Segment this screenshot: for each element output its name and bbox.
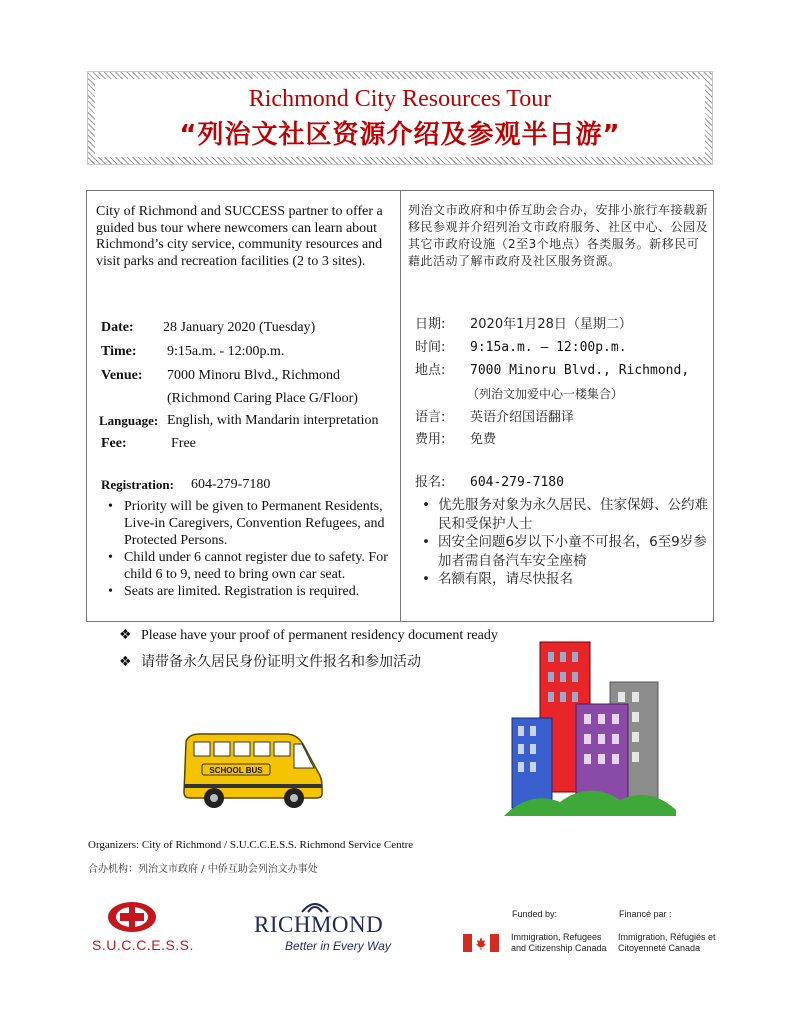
note-child-age: • Child under 6 cannot register due to safety. For child 6 to 9, need to bring own car seat. (98, 549, 398, 583)
intro-english: City of Richmond and SUCCESS partner to offer a guided bus tour where newcomers can learn about Richmond’s city service, community resources and visit parks and recreation facilities (2 to 3 sites). (96, 204, 383, 269)
note-seats-zh: • 名额有限，请尽快报名 (412, 570, 708, 589)
reminder-english-text: Please have your proof of permanent residency document ready (141, 628, 498, 643)
venue-note-zh: （列治文加爱中心一楼集合） (467, 387, 624, 401)
intro-chinese: 列治文市政府和中侨互助会合办，安排小旅行车接载新移民参观并介绍列治文市政府服务、社区中心、公园及其它市政府设施（2至3个地点）各类服务。新移民可藉此活动了解市政府及社区服务资源。 (408, 203, 709, 268)
language-label-zh: 语言: (415, 410, 446, 425)
diamond-bullet-icon: ❖ (119, 654, 132, 670)
notes-english (98, 498, 398, 600)
organizers-chinese: 合办机构：列治文市政府 / 中侨互助会列治文办事处 (88, 864, 318, 875)
fee-label-zh: 费用: (415, 432, 446, 447)
time-label: Time: (101, 344, 137, 359)
ircc-french: Immigration, Réfugiés et Citoyenneté Canada (618, 932, 716, 953)
canada-flag-icon (463, 934, 499, 952)
note-priority: • Priority will be given to Permanent Residents, Live-in Caregivers, Convention Refugees, and Protected Persons. (98, 498, 398, 549)
venue-note: (Richmond Caring Place G/Floor) (167, 391, 358, 406)
organizers-english: Organizers: City of Richmond / S.U.C.C.E.S.S. Richmond Service Centre (88, 839, 414, 851)
time-label-zh: 时间: (415, 340, 446, 355)
time-value: 9:15a.m. - 12:00p.m. (167, 344, 285, 359)
bus-label: SCHOOL BUS (209, 766, 263, 775)
funded-by-label: Funded by: (512, 909, 558, 919)
language-value-zh: 英语介绍国语翻译 (470, 410, 575, 425)
success-logo-text: S.U.C.C.E.S.S. (92, 937, 194, 953)
reminder-english (119, 627, 498, 644)
title-english: Richmond City Resources Tour (248, 86, 552, 112)
column-divider (400, 190, 401, 622)
venue-value: 7000 Minoru Blvd., Richmond (167, 368, 341, 383)
date-value-zh: 2020年1月28日（星期二） (470, 317, 632, 332)
registration-label: Registration: (101, 477, 174, 492)
date-label: Date: (101, 320, 134, 335)
time-value-zh: 9:15a.m. – 12:00p.m. (470, 340, 627, 355)
notes-chinese (412, 496, 708, 589)
note-priority-zh: • 优先服务对象为永久居民、住家保姆、公约难民和受保护人士 (412, 496, 708, 533)
fee-value-zh: 免费 (470, 432, 497, 447)
date-label-zh: 日期: (415, 317, 446, 332)
diamond-bullet-icon: ❖ (119, 628, 132, 643)
registration-phone: 604-279-7180 (191, 477, 271, 492)
registration-label-zh: 报名: (415, 475, 446, 490)
note-seats: • Seats are limited. Registration is required. (98, 583, 398, 600)
finance-par-label: Financé par : (619, 909, 672, 919)
title-chinese: “列治文社区资源介绍及参观半日游” (179, 120, 621, 150)
fee-label: Fee: (101, 436, 127, 451)
success-logo-icon (106, 900, 158, 934)
registration-phone-zh: 604-279-7180 (470, 475, 564, 490)
date-value: 28 January 2020 (Tuesday) (163, 320, 316, 335)
language-value: English, with Mandarin interpretation (167, 413, 379, 428)
reminder-chinese-text: 请带备永久居民身份证明文件报名和参加活动 (141, 654, 421, 670)
ircc-english: Immigration, Refugees and Citizenship Canada (511, 932, 607, 953)
school-bus-icon (180, 728, 330, 810)
fee-value: Free (171, 436, 196, 451)
richmond-logo-text: RICHMOND (254, 912, 384, 937)
city-buildings-icon (500, 640, 680, 816)
reminder-chinese (119, 651, 421, 671)
venue-label-zh: 地点: (415, 363, 446, 378)
venue-label: Venue: (101, 368, 143, 383)
language-label: Language: (99, 413, 159, 428)
note-child-age-zh: • 因安全问题6岁以下小童不可报名，6至9岁参加者需自备汽车安全座椅 (412, 533, 708, 570)
venue-value-zh: 7000 Minoru Blvd., Richmond, (470, 363, 690, 378)
richmond-tagline: Better in Every Way (285, 939, 391, 953)
